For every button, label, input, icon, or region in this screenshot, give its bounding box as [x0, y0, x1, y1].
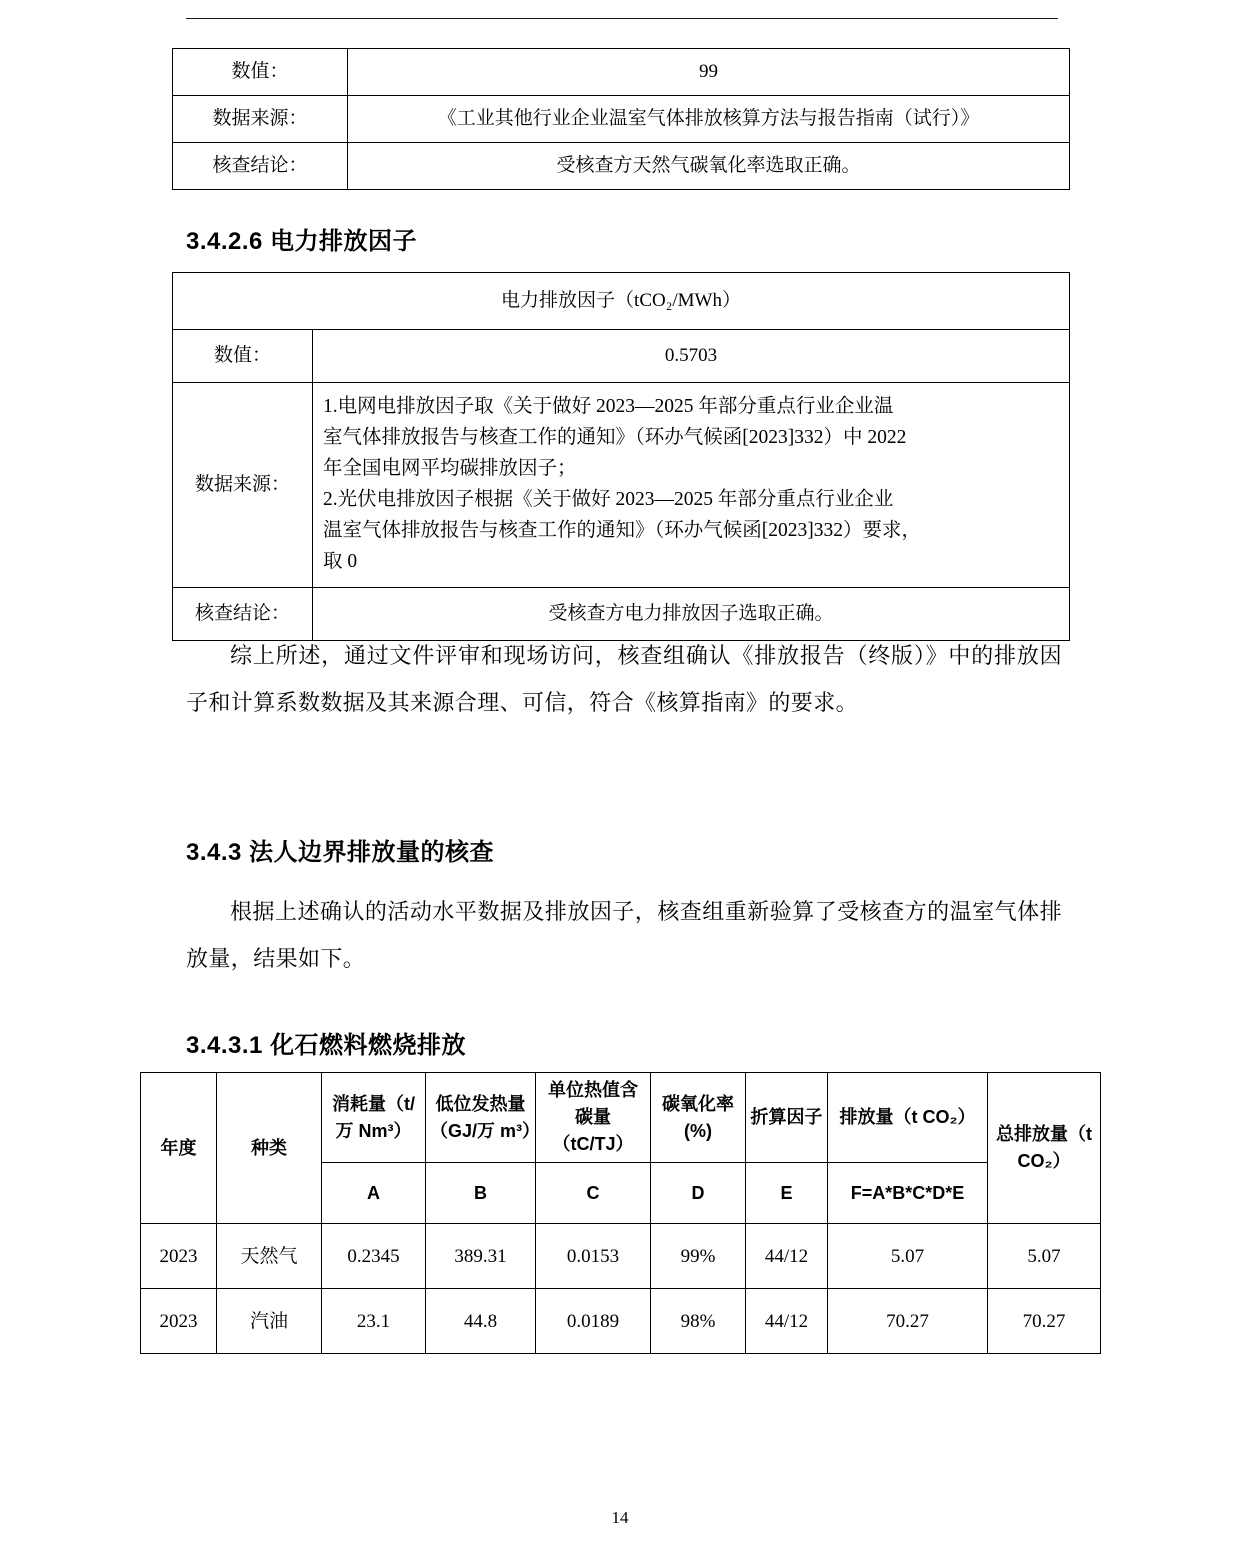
cell-type: 汽油	[217, 1289, 322, 1354]
subheader-b: B	[426, 1163, 536, 1224]
source-line-5: 温室气体排放报告与核查工作的通知》（环办气候函[2023]332）要求，	[323, 520, 921, 541]
header-consumption: 消耗量（t/万 Nm³）	[322, 1073, 426, 1163]
table-fossil-fuel-combustion	[140, 1072, 1101, 1354]
cell-label-conclusion: 核查结论：	[173, 588, 313, 641]
heading-3-4-2-6: 3.4.2.6 电力排放因子	[186, 228, 418, 255]
cell-d: 99%	[651, 1224, 746, 1289]
header-year: 年度	[141, 1073, 217, 1224]
table-row	[173, 273, 1070, 330]
cell-conclusion: 受核查方天然气碳氧化率选取正确。	[348, 143, 1070, 190]
header-rule	[186, 18, 1058, 19]
cell-value: 0.5703	[313, 330, 1070, 383]
header-emission: 排放量（t CO₂）	[828, 1073, 988, 1163]
cell-label-conclusion: 核查结论：	[173, 143, 348, 190]
source-line-6: 取 0	[323, 551, 358, 572]
paragraph-3-4-3: 根据上述确认的活动水平数据及排放因子，核查组重新验算了受核查方的温室气体排放量，结果如下。	[186, 899, 1062, 971]
table-row	[141, 1224, 1101, 1289]
cell-type: 天然气	[217, 1224, 322, 1289]
subheader-d: D	[651, 1163, 746, 1224]
cell-value: 99	[348, 49, 1070, 96]
cell-conclusion: 受核查方电力排放因子选取正确。	[313, 588, 1070, 641]
header-type: 种类	[217, 1073, 322, 1224]
cell-label-value: 数值：	[173, 49, 348, 96]
table-electricity-emission-factor	[172, 272, 1070, 641]
cell-total: 5.07	[988, 1224, 1101, 1289]
cell-table-title: 电力排放因子（tCO₂/MWh）	[173, 273, 1070, 330]
heading-3-4-3: 3.4.3 法人边界排放量的核查	[186, 839, 495, 866]
table-row	[173, 330, 1070, 383]
table-row	[173, 143, 1070, 190]
page-number: 14	[611, 1508, 629, 1527]
cell-label-value: 数值：	[173, 330, 313, 383]
cell-d: 98%	[651, 1289, 746, 1354]
cell-b: 44.8	[426, 1289, 536, 1354]
cell-e: 44/12	[746, 1224, 828, 1289]
cell-b: 389.31	[426, 1224, 536, 1289]
source-line-3: 年全国电网平均碳排放因子；	[323, 458, 577, 479]
table-row	[173, 383, 1070, 588]
cell-source	[313, 383, 1070, 588]
cell-c: 0.0153	[536, 1224, 651, 1289]
subheader-c: C	[536, 1163, 651, 1224]
table-row	[141, 1289, 1101, 1354]
cell-year: 2023	[141, 1224, 217, 1289]
header-oxidation-rate: 碳氧化率(%)	[651, 1073, 746, 1163]
subheader-a: A	[322, 1163, 426, 1224]
cell-total: 70.27	[988, 1289, 1101, 1354]
cell-source: 《工业其他行业企业温室气体排放核算方法与报告指南（试行）》	[348, 96, 1070, 143]
cell-f: 70.27	[828, 1289, 988, 1354]
source-line-4: 2.光伏电排放因子根据《关于做好 2023—2025 年部分重点行业企业	[323, 489, 894, 510]
cell-f: 5.07	[828, 1224, 988, 1289]
heading-3-4-3-1: 3.4.3.1 化石燃料燃烧排放	[186, 1032, 467, 1059]
table-row	[173, 96, 1070, 143]
source-line-1: 1.电网电排放因子取《关于做好 2023—2025 年部分重点行业企业温	[323, 396, 894, 417]
header-total-emission: 总排放量（t CO₂）	[988, 1073, 1101, 1224]
cell-year: 2023	[141, 1289, 217, 1354]
table-natural-gas-oxidation	[172, 48, 1070, 190]
cell-label-source: 数据来源：	[173, 96, 348, 143]
table-row	[173, 49, 1070, 96]
cell-label-source: 数据来源：	[173, 383, 313, 588]
paragraph-summary: 综上所述，通过文件评审和现场访问，核查组确认《排放报告（终版）》中的排放因子和计算系数数据及其来源合理、可信，符合《核算指南》的要求。	[186, 643, 1062, 715]
subheader-e: E	[746, 1163, 828, 1224]
header-conversion-factor: 折算因子	[746, 1073, 828, 1163]
header-carbon-content: 单位热值含碳量（tC/TJ）	[536, 1073, 651, 1163]
table-header-row	[141, 1073, 1101, 1163]
cell-c: 0.0189	[536, 1289, 651, 1354]
cell-a: 0.2345	[322, 1224, 426, 1289]
cell-a: 23.1	[322, 1289, 426, 1354]
header-heat-value: 低位发热量（GJ/万 m³）	[426, 1073, 536, 1163]
cell-e: 44/12	[746, 1289, 828, 1354]
source-line-2: 室气体排放报告与核查工作的通知》（环办气候函[2023]332）中 2022	[323, 427, 907, 448]
subheader-formula: F=A*B*C*D*E	[828, 1163, 988, 1224]
